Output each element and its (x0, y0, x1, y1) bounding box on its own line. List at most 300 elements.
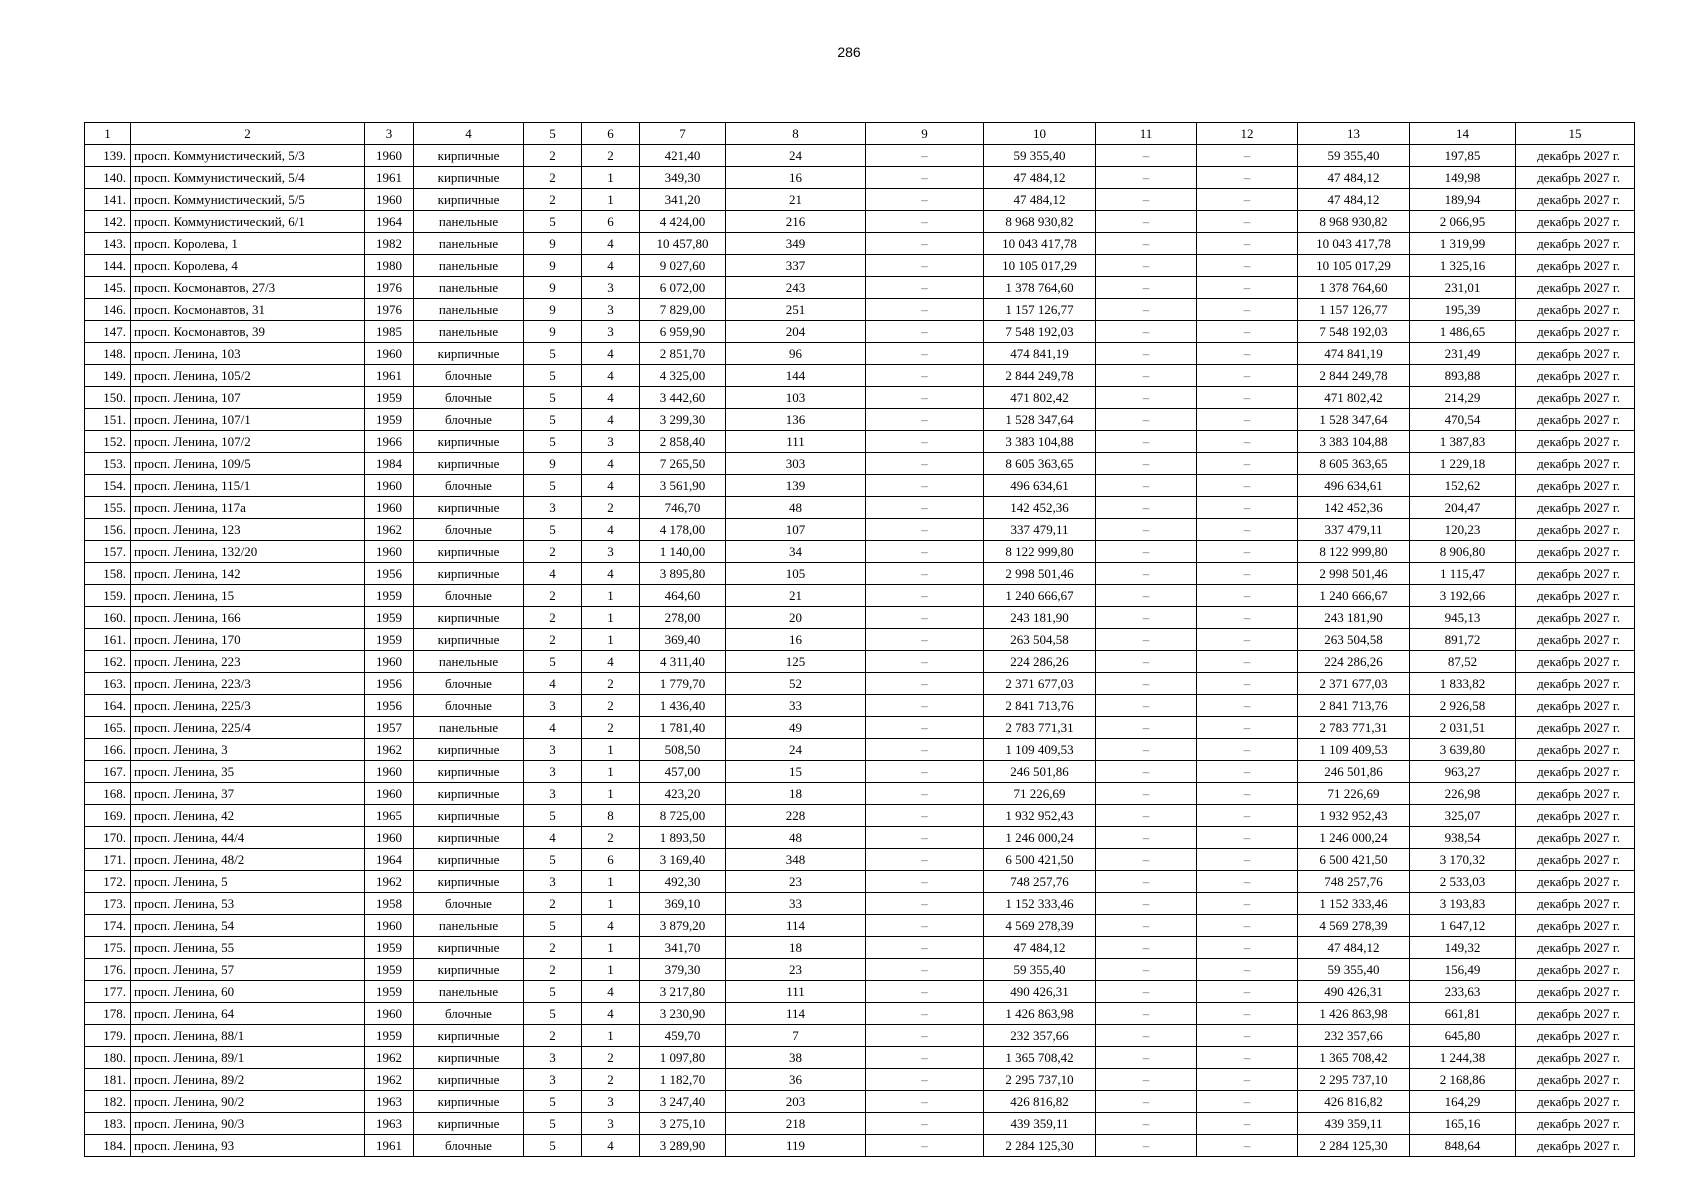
table-row (85, 255, 1635, 277)
cell-col-10: 1 365 708,42 (984, 1047, 1096, 1069)
cell-area: 421,40 (640, 145, 726, 167)
cell-col-10: 71 226,69 (984, 783, 1096, 805)
cell-year-built: 1959 (365, 387, 414, 409)
table-row (85, 783, 1635, 805)
cell-wall-material: блочные (414, 1003, 524, 1025)
cell-col-12: – (1197, 387, 1298, 409)
cell-year-built: 1960 (365, 497, 414, 519)
cell-deadline: декабрь 2027 г. (1516, 1003, 1635, 1025)
cell-col-13: 1 246 000,24 (1298, 827, 1410, 849)
cell-year-built: 1960 (365, 189, 414, 211)
cell-col-11: – (1096, 233, 1197, 255)
cell-area: 3 169,40 (640, 849, 726, 871)
cell-col-13: 232 357,66 (1298, 1025, 1410, 1047)
cell-residents: 303 (726, 453, 866, 475)
cell-year-built: 1960 (365, 145, 414, 167)
table-row (85, 981, 1635, 1003)
cell-col-9: – (866, 321, 984, 343)
cell-col-11: – (1096, 365, 1197, 387)
cell-col-11: – (1096, 211, 1197, 233)
cell-col-9: – (866, 981, 984, 1003)
cell-wall-material: панельные (414, 321, 524, 343)
cell-entrances: 4 (582, 365, 640, 387)
cell-col-13: 4 569 278,39 (1298, 915, 1410, 937)
cell-col-12: – (1197, 981, 1298, 1003)
cell-row-index: 178. (85, 1003, 131, 1025)
cell-wall-material: блочные (414, 387, 524, 409)
cell-residents: 18 (726, 783, 866, 805)
cell-residents: 23 (726, 871, 866, 893)
cell-row-index: 163. (85, 673, 131, 695)
cell-deadline: декабрь 2027 г. (1516, 827, 1635, 849)
cell-address: просп. Ленина, 88/1 (131, 1025, 365, 1047)
cell-floors: 9 (524, 453, 582, 475)
cell-entrances: 2 (582, 673, 640, 695)
cell-col-12: – (1197, 717, 1298, 739)
cell-year-built: 1959 (365, 959, 414, 981)
cell-row-index: 165. (85, 717, 131, 739)
cell-floors: 2 (524, 1025, 582, 1047)
cell-year-built: 1962 (365, 739, 414, 761)
cell-year-built: 1961 (365, 167, 414, 189)
column-header: 12 (1197, 123, 1298, 145)
cell-col-14: 848,64 (1410, 1135, 1516, 1157)
cell-row-index: 139. (85, 145, 131, 167)
cell-col-11: – (1096, 563, 1197, 585)
cell-address: просп. Ленина, 123 (131, 519, 365, 541)
column-header: 15 (1516, 123, 1635, 145)
cell-area: 464,60 (640, 585, 726, 607)
cell-deadline: декабрь 2027 г. (1516, 189, 1635, 211)
cell-col-10: 2 841 713,76 (984, 695, 1096, 717)
cell-address: просп. Ленина, 54 (131, 915, 365, 937)
cell-residents: 111 (726, 981, 866, 1003)
cell-col-14: 1 486,65 (1410, 321, 1516, 343)
cell-wall-material: кирпичные (414, 739, 524, 761)
cell-col-9: – (866, 387, 984, 409)
cell-col-9: – (866, 299, 984, 321)
cell-col-13: 2 371 677,03 (1298, 673, 1410, 695)
cell-floors: 5 (524, 475, 582, 497)
cell-wall-material: кирпичные (414, 871, 524, 893)
cell-col-13: 47 484,12 (1298, 167, 1410, 189)
cell-deadline: декабрь 2027 г. (1516, 585, 1635, 607)
cell-year-built: 1963 (365, 1091, 414, 1113)
table-row (85, 1047, 1635, 1069)
column-header: 14 (1410, 123, 1516, 145)
cell-col-13: 426 816,82 (1298, 1091, 1410, 1113)
cell-residents: 204 (726, 321, 866, 343)
cell-col-9: – (866, 1069, 984, 1091)
cell-col-11: – (1096, 871, 1197, 893)
cell-address: просп. Космонавтов, 27/3 (131, 277, 365, 299)
cell-col-11: – (1096, 893, 1197, 915)
table-row (85, 651, 1635, 673)
cell-year-built: 1959 (365, 937, 414, 959)
page-number: 286 (837, 44, 861, 60)
cell-col-10: 337 479,11 (984, 519, 1096, 541)
cell-row-index: 154. (85, 475, 131, 497)
cell-col-14: 2 926,58 (1410, 695, 1516, 717)
table-row (85, 761, 1635, 783)
cell-year-built: 1985 (365, 321, 414, 343)
cell-floors: 5 (524, 409, 582, 431)
cell-address: просп. Ленина, 35 (131, 761, 365, 783)
cell-col-11: – (1096, 629, 1197, 651)
cell-entrances: 3 (582, 431, 640, 453)
cell-row-index: 155. (85, 497, 131, 519)
cell-col-9: – (866, 255, 984, 277)
cell-row-index: 168. (85, 783, 131, 805)
cell-col-9: – (866, 211, 984, 233)
cell-area: 3 561,90 (640, 475, 726, 497)
cell-col-10: 2 371 677,03 (984, 673, 1096, 695)
cell-col-13: 8 122 999,80 (1298, 541, 1410, 563)
cell-col-14: 189,94 (1410, 189, 1516, 211)
cell-col-11: – (1096, 321, 1197, 343)
cell-col-9: – (866, 475, 984, 497)
cell-address: просп. Ленина, 64 (131, 1003, 365, 1025)
cell-residents: 107 (726, 519, 866, 541)
cell-residents: 21 (726, 189, 866, 211)
cell-residents: 144 (726, 365, 866, 387)
cell-address: просп. Ленина, 223/3 (131, 673, 365, 695)
cell-floors: 5 (524, 915, 582, 937)
cell-residents: 20 (726, 607, 866, 629)
cell-area: 278,00 (640, 607, 726, 629)
table-row (85, 431, 1635, 453)
cell-col-11: – (1096, 937, 1197, 959)
cell-floors: 3 (524, 783, 582, 805)
cell-col-13: 10 105 017,29 (1298, 255, 1410, 277)
cell-col-10: 439 359,11 (984, 1113, 1096, 1135)
cell-wall-material: кирпичные (414, 431, 524, 453)
cell-wall-material: кирпичные (414, 1025, 524, 1047)
cell-year-built: 1965 (365, 805, 414, 827)
cell-row-index: 172. (85, 871, 131, 893)
cell-area: 1 779,70 (640, 673, 726, 695)
cell-col-10: 1 426 863,98 (984, 1003, 1096, 1025)
cell-year-built: 1964 (365, 849, 414, 871)
cell-col-11: – (1096, 475, 1197, 497)
cell-col-14: 1 325,16 (1410, 255, 1516, 277)
cell-year-built: 1960 (365, 1003, 414, 1025)
cell-floors: 2 (524, 189, 582, 211)
cell-deadline: декабрь 2027 г. (1516, 761, 1635, 783)
cell-col-14: 3 192,66 (1410, 585, 1516, 607)
table-row (85, 893, 1635, 915)
cell-deadline: декабрь 2027 г. (1516, 255, 1635, 277)
cell-entrances: 4 (582, 409, 640, 431)
cell-deadline: декабрь 2027 г. (1516, 541, 1635, 563)
cell-col-12: – (1197, 321, 1298, 343)
table-row (85, 519, 1635, 541)
cell-area: 8 725,00 (640, 805, 726, 827)
cell-col-9: – (866, 827, 984, 849)
table-row (85, 211, 1635, 233)
cell-area: 10 457,80 (640, 233, 726, 255)
cell-area: 9 027,60 (640, 255, 726, 277)
cell-col-11: – (1096, 409, 1197, 431)
cell-address: просп. Ленина, 37 (131, 783, 365, 805)
cell-wall-material: панельные (414, 255, 524, 277)
table-row (85, 1003, 1635, 1025)
column-header: 4 (414, 123, 524, 145)
cell-col-14: 149,32 (1410, 937, 1516, 959)
cell-wall-material: кирпичные (414, 783, 524, 805)
cell-entrances: 1 (582, 761, 640, 783)
cell-residents: 15 (726, 761, 866, 783)
cell-address: просп. Ленина, 90/2 (131, 1091, 365, 1113)
cell-address: просп. Королева, 4 (131, 255, 365, 277)
cell-floors: 2 (524, 585, 582, 607)
cell-col-14: 87,52 (1410, 651, 1516, 673)
cell-floors: 2 (524, 167, 582, 189)
cell-row-index: 159. (85, 585, 131, 607)
cell-address: просп. Ленина, 93 (131, 1135, 365, 1157)
cell-col-11: – (1096, 849, 1197, 871)
cell-entrances: 4 (582, 563, 640, 585)
cell-col-10: 496 634,61 (984, 475, 1096, 497)
cell-deadline: декабрь 2027 г. (1516, 145, 1635, 167)
cell-row-index: 171. (85, 849, 131, 871)
cell-area: 4 311,40 (640, 651, 726, 673)
cell-entrances: 4 (582, 915, 640, 937)
cell-col-9: – (866, 739, 984, 761)
cell-col-11: – (1096, 585, 1197, 607)
cell-residents: 114 (726, 915, 866, 937)
cell-entrances: 3 (582, 541, 640, 563)
cell-year-built: 1956 (365, 695, 414, 717)
cell-col-14: 938,54 (1410, 827, 1516, 849)
cell-floors: 9 (524, 321, 582, 343)
cell-col-10: 471 802,42 (984, 387, 1096, 409)
cell-col-13: 8 605 363,65 (1298, 453, 1410, 475)
cell-col-9: – (866, 761, 984, 783)
table-row (85, 1113, 1635, 1135)
cell-row-index: 148. (85, 343, 131, 365)
cell-floors: 5 (524, 805, 582, 827)
column-header: 3 (365, 123, 414, 145)
cell-entrances: 2 (582, 1047, 640, 1069)
cell-area: 1 436,40 (640, 695, 726, 717)
cell-row-index: 153. (85, 453, 131, 475)
cell-col-14: 945,13 (1410, 607, 1516, 629)
cell-residents: 105 (726, 563, 866, 585)
cell-floors: 5 (524, 981, 582, 1003)
cell-row-index: 181. (85, 1069, 131, 1091)
cell-col-10: 1 152 333,46 (984, 893, 1096, 915)
cell-col-11: – (1096, 299, 1197, 321)
cell-col-13: 1 378 764,60 (1298, 277, 1410, 299)
cell-deadline: декабрь 2027 г. (1516, 871, 1635, 893)
cell-residents: 203 (726, 1091, 866, 1113)
cell-col-11: – (1096, 959, 1197, 981)
table-row (85, 475, 1635, 497)
cell-floors: 3 (524, 1069, 582, 1091)
cell-col-9: – (866, 409, 984, 431)
cell-col-13: 1 152 333,46 (1298, 893, 1410, 915)
cell-deadline: декабрь 2027 г. (1516, 981, 1635, 1003)
cell-col-10: 232 357,66 (984, 1025, 1096, 1047)
cell-address: просп. Ленина, 107/1 (131, 409, 365, 431)
cell-address: просп. Ленина, 3 (131, 739, 365, 761)
cell-row-index: 184. (85, 1135, 131, 1157)
cell-col-12: – (1197, 651, 1298, 673)
cell-col-13: 2 841 713,76 (1298, 695, 1410, 717)
cell-year-built: 1960 (365, 475, 414, 497)
cell-col-12: – (1197, 453, 1298, 475)
cell-col-13: 2 783 771,31 (1298, 717, 1410, 739)
cell-year-built: 1959 (365, 981, 414, 1003)
cell-deadline: декабрь 2027 г. (1516, 959, 1635, 981)
cell-col-13: 3 383 104,88 (1298, 431, 1410, 453)
cell-col-10: 8 122 999,80 (984, 541, 1096, 563)
column-header: 11 (1096, 123, 1197, 145)
cell-row-index: 142. (85, 211, 131, 233)
cell-area: 3 879,20 (640, 915, 726, 937)
cell-col-9: – (866, 695, 984, 717)
cell-col-14: 1 229,18 (1410, 453, 1516, 475)
cell-col-9: – (866, 497, 984, 519)
table-row (85, 563, 1635, 585)
cell-row-index: 146. (85, 299, 131, 321)
cell-deadline: декабрь 2027 г. (1516, 365, 1635, 387)
cell-year-built: 1976 (365, 277, 414, 299)
cell-entrances: 6 (582, 849, 640, 871)
cell-floors: 5 (524, 343, 582, 365)
cell-row-index: 170. (85, 827, 131, 849)
cell-col-9: – (866, 849, 984, 871)
cell-col-13: 59 355,40 (1298, 145, 1410, 167)
cell-col-12: – (1197, 233, 1298, 255)
cell-col-11: – (1096, 673, 1197, 695)
cell-col-12: – (1197, 475, 1298, 497)
cell-floors: 4 (524, 717, 582, 739)
cell-deadline: декабрь 2027 г. (1516, 1069, 1635, 1091)
cell-col-14: 233,63 (1410, 981, 1516, 1003)
cell-col-11: – (1096, 255, 1197, 277)
cell-col-9: – (866, 343, 984, 365)
cell-deadline: декабрь 2027 г. (1516, 233, 1635, 255)
table-row (85, 277, 1635, 299)
cell-wall-material: панельные (414, 233, 524, 255)
table-row (85, 299, 1635, 321)
cell-col-14: 325,07 (1410, 805, 1516, 827)
cell-wall-material: кирпичные (414, 563, 524, 585)
cell-deadline: декабрь 2027 г. (1516, 805, 1635, 827)
cell-col-9: – (866, 563, 984, 585)
cell-wall-material: панельные (414, 717, 524, 739)
cell-area: 4 325,00 (640, 365, 726, 387)
cell-col-13: 490 426,31 (1298, 981, 1410, 1003)
cell-area: 423,20 (640, 783, 726, 805)
table-row (85, 233, 1635, 255)
cell-col-12: – (1197, 1113, 1298, 1135)
cell-wall-material: кирпичные (414, 453, 524, 475)
table-row (85, 915, 1635, 937)
cell-col-13: 243 181,90 (1298, 607, 1410, 629)
cell-residents: 16 (726, 167, 866, 189)
cell-col-11: – (1096, 783, 1197, 805)
cell-col-11: – (1096, 277, 1197, 299)
cell-area: 369,10 (640, 893, 726, 915)
cell-wall-material: кирпичные (414, 937, 524, 959)
cell-floors: 2 (524, 145, 582, 167)
column-header: 7 (640, 123, 726, 145)
cell-row-index: 166. (85, 739, 131, 761)
cell-col-14: 1 647,12 (1410, 915, 1516, 937)
cell-col-9: – (866, 145, 984, 167)
cell-year-built: 1960 (365, 343, 414, 365)
table-body (85, 145, 1635, 1157)
cell-deadline: декабрь 2027 г. (1516, 1113, 1635, 1135)
cell-wall-material: кирпичные (414, 343, 524, 365)
cell-col-14: 120,23 (1410, 519, 1516, 541)
table-row (85, 1091, 1635, 1113)
cell-col-14: 3 170,32 (1410, 849, 1516, 871)
cell-col-10: 748 257,76 (984, 871, 1096, 893)
cell-year-built: 1964 (365, 211, 414, 233)
cell-area: 1 097,80 (640, 1047, 726, 1069)
cell-col-12: – (1197, 189, 1298, 211)
cell-year-built: 1958 (365, 893, 414, 915)
cell-wall-material: кирпичные (414, 959, 524, 981)
table-row (85, 607, 1635, 629)
cell-col-14: 661,81 (1410, 1003, 1516, 1025)
cell-col-9: – (866, 541, 984, 563)
cell-area: 3 275,10 (640, 1113, 726, 1135)
cell-floors: 2 (524, 629, 582, 651)
cell-address: просп. Ленина, 5 (131, 871, 365, 893)
cell-entrances: 2 (582, 827, 640, 849)
cell-col-10: 7 548 192,03 (984, 321, 1096, 343)
cell-col-12: – (1197, 893, 1298, 915)
cell-floors: 9 (524, 277, 582, 299)
cell-row-index: 177. (85, 981, 131, 1003)
cell-col-14: 3 193,83 (1410, 893, 1516, 915)
cell-col-12: – (1197, 761, 1298, 783)
column-header: 13 (1298, 123, 1410, 145)
cell-year-built: 1960 (365, 761, 414, 783)
cell-address: просп. Ленина, 44/4 (131, 827, 365, 849)
cell-entrances: 2 (582, 695, 640, 717)
cell-residents: 349 (726, 233, 866, 255)
cell-col-10: 47 484,12 (984, 189, 1096, 211)
cell-deadline: декабрь 2027 г. (1516, 497, 1635, 519)
cell-col-9: – (866, 167, 984, 189)
cell-area: 2 851,70 (640, 343, 726, 365)
cell-deadline: декабрь 2027 г. (1516, 1091, 1635, 1113)
cell-residents: 125 (726, 651, 866, 673)
cell-deadline: декабрь 2027 г. (1516, 475, 1635, 497)
cell-residents: 114 (726, 1003, 866, 1025)
cell-year-built: 1960 (365, 541, 414, 563)
cell-area: 349,30 (640, 167, 726, 189)
cell-address: просп. Ленина, 105/2 (131, 365, 365, 387)
cell-col-9: – (866, 1113, 984, 1135)
cell-deadline: декабрь 2027 г. (1516, 277, 1635, 299)
cell-address: просп. Ленина, 117а (131, 497, 365, 519)
cell-deadline: декабрь 2027 г. (1516, 563, 1635, 585)
cell-col-13: 7 548 192,03 (1298, 321, 1410, 343)
cell-col-12: – (1197, 167, 1298, 189)
cell-entrances: 1 (582, 783, 640, 805)
cell-col-11: – (1096, 1003, 1197, 1025)
cell-floors: 5 (524, 519, 582, 541)
cell-address: просп. Ленина, 225/4 (131, 717, 365, 739)
table-row (85, 497, 1635, 519)
